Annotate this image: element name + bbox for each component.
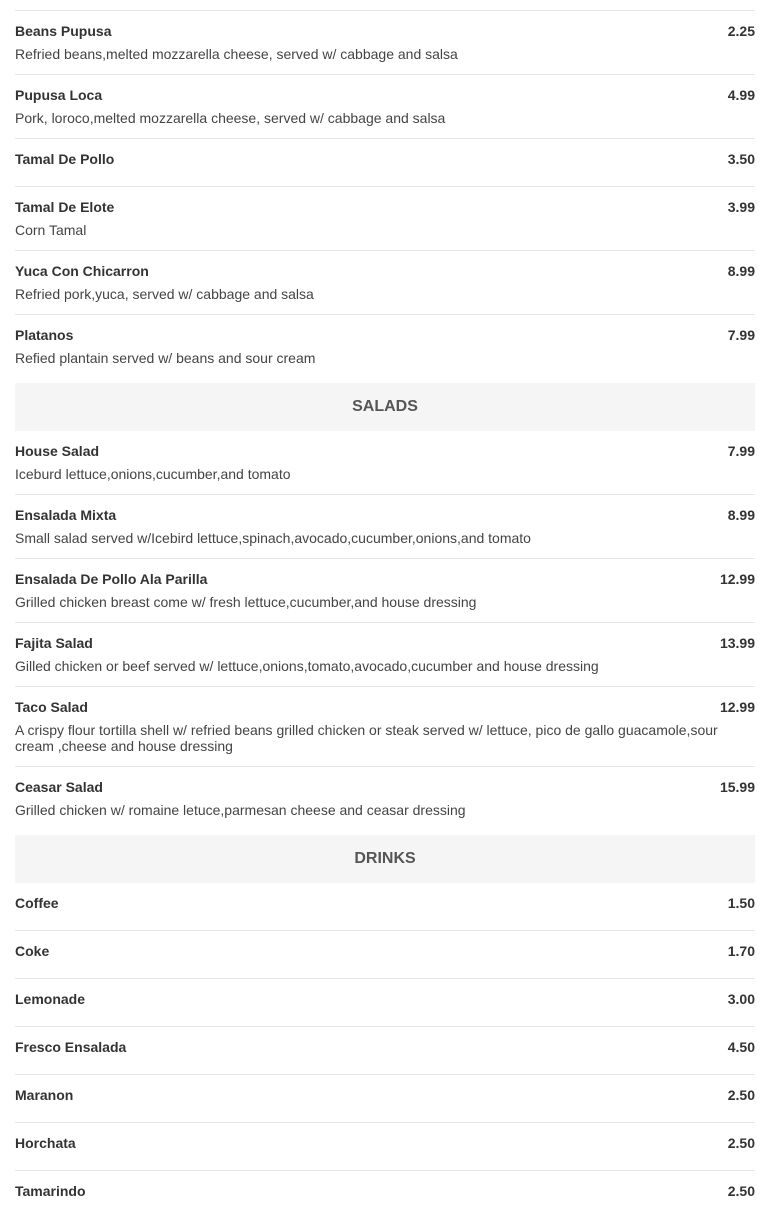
item-description: Grilled chicken breast come w/ fresh lettuce,cucumber,and house dressing xyxy=(15,594,477,610)
item-name: Platanos xyxy=(15,327,74,343)
item-description: Gilled chicken or beef served w/ lettuce,onions,tomato,avocado,cucumber and house dressing xyxy=(15,658,599,674)
menu-item[interactable] xyxy=(15,251,755,315)
item-description: A crispy flour tortilla shell w/ refried beans grilled chicken or steak served w/ lettuce, pico de gallo guacamole,sour cream ,cheese and house dressing xyxy=(15,722,718,754)
menu-item[interactable] xyxy=(15,495,755,559)
item-price: 3.99 xyxy=(727,199,755,215)
menu-item[interactable] xyxy=(15,431,755,495)
menu-item[interactable] xyxy=(15,767,755,831)
item-name: House Salad xyxy=(15,443,100,459)
menu-item[interactable] xyxy=(15,1171,755,1219)
item-name: Coke xyxy=(15,943,50,959)
item-price: 2.25 xyxy=(727,23,755,39)
item-name: Fajita Salad xyxy=(15,635,93,651)
item-name: Beans Pupusa xyxy=(15,23,112,39)
item-price: 3.00 xyxy=(727,991,755,1007)
item-description: Pork, loroco,melted mozzarella cheese, served w/ cabbage and salsa xyxy=(15,110,446,126)
item-price: 7.99 xyxy=(727,443,755,459)
menu-item[interactable] xyxy=(15,11,755,75)
item-name: Tamal De Pollo xyxy=(15,151,115,167)
item-price: 1.50 xyxy=(727,895,755,911)
menu-item[interactable] xyxy=(15,1123,755,1171)
menu-item[interactable] xyxy=(15,931,755,979)
section-header-drinks: DRINKS xyxy=(15,835,755,883)
item-name: Ceasar Salad xyxy=(15,779,103,795)
item-price: 1.70 xyxy=(727,943,755,959)
menu-item[interactable] xyxy=(15,623,755,687)
menu-item[interactable] xyxy=(15,1027,755,1075)
menu-item-partial xyxy=(15,0,755,11)
item-name: Tamarindo xyxy=(15,1183,86,1199)
item-name: Lemonade xyxy=(15,991,86,1007)
item-price: 12.99 xyxy=(719,571,755,587)
item-price: 2.50 xyxy=(727,1087,755,1103)
item-price: 4.99 xyxy=(727,87,755,103)
item-description: Grilled chicken w/ romaine letuce,parmesan cheese and ceasar dressing xyxy=(15,802,466,818)
item-price: 2.50 xyxy=(727,1183,755,1199)
item-name: Fresco Ensalada xyxy=(15,1039,127,1055)
item-description: Corn Tamal xyxy=(15,222,87,238)
item-price: 15.99 xyxy=(719,779,755,795)
item-name: Pupusa Loca xyxy=(15,87,103,103)
item-description: Iceburd lettuce,onions,cucumber,and tomato xyxy=(15,466,291,482)
item-description: Refied plantain served w/ beans and sour cream xyxy=(15,350,316,366)
menu-item[interactable] xyxy=(15,187,755,251)
item-description: Refried beans,melted mozzarella cheese, served w/ cabbage and salsa xyxy=(15,46,458,62)
menu-item[interactable] xyxy=(15,315,755,379)
section-header-salads: SALADS xyxy=(15,383,755,431)
item-price: 13.99 xyxy=(719,635,755,651)
item-name: Horchata xyxy=(15,1135,76,1151)
item-name: Yuca Con Chicarron xyxy=(15,263,149,279)
item-price: 12.99 xyxy=(719,699,755,715)
item-name: Ensalada Mixta xyxy=(15,507,117,523)
item-price: 2.50 xyxy=(727,1135,755,1151)
menu-item[interactable] xyxy=(15,139,755,187)
item-price: 4.50 xyxy=(727,1039,755,1055)
menu-item[interactable] xyxy=(15,687,755,767)
menu-item[interactable] xyxy=(15,75,755,139)
item-name: Maranon xyxy=(15,1087,74,1103)
item-description: Small salad served w/Icebird lettuce,spinach,avocado,cucumber,onions,and tomato xyxy=(15,530,531,546)
item-price: 3.50 xyxy=(727,151,755,167)
menu-item[interactable] xyxy=(15,559,755,623)
item-name: Ensalada De Pollo Ala Parilla xyxy=(15,571,208,587)
menu-item[interactable] xyxy=(15,979,755,1027)
item-name: Coffee xyxy=(15,895,59,911)
item-price: 7.99 xyxy=(727,327,755,343)
menu-list xyxy=(15,0,755,1219)
menu-item[interactable] xyxy=(15,1075,755,1123)
item-description: Refried pork,yuca, served w/ cabbage and salsa xyxy=(15,286,314,302)
menu-item[interactable] xyxy=(15,883,755,931)
item-price: 8.99 xyxy=(727,263,755,279)
item-price: 8.99 xyxy=(727,507,755,523)
item-name: Taco Salad xyxy=(15,699,88,715)
item-name: Tamal De Elote xyxy=(15,199,115,215)
